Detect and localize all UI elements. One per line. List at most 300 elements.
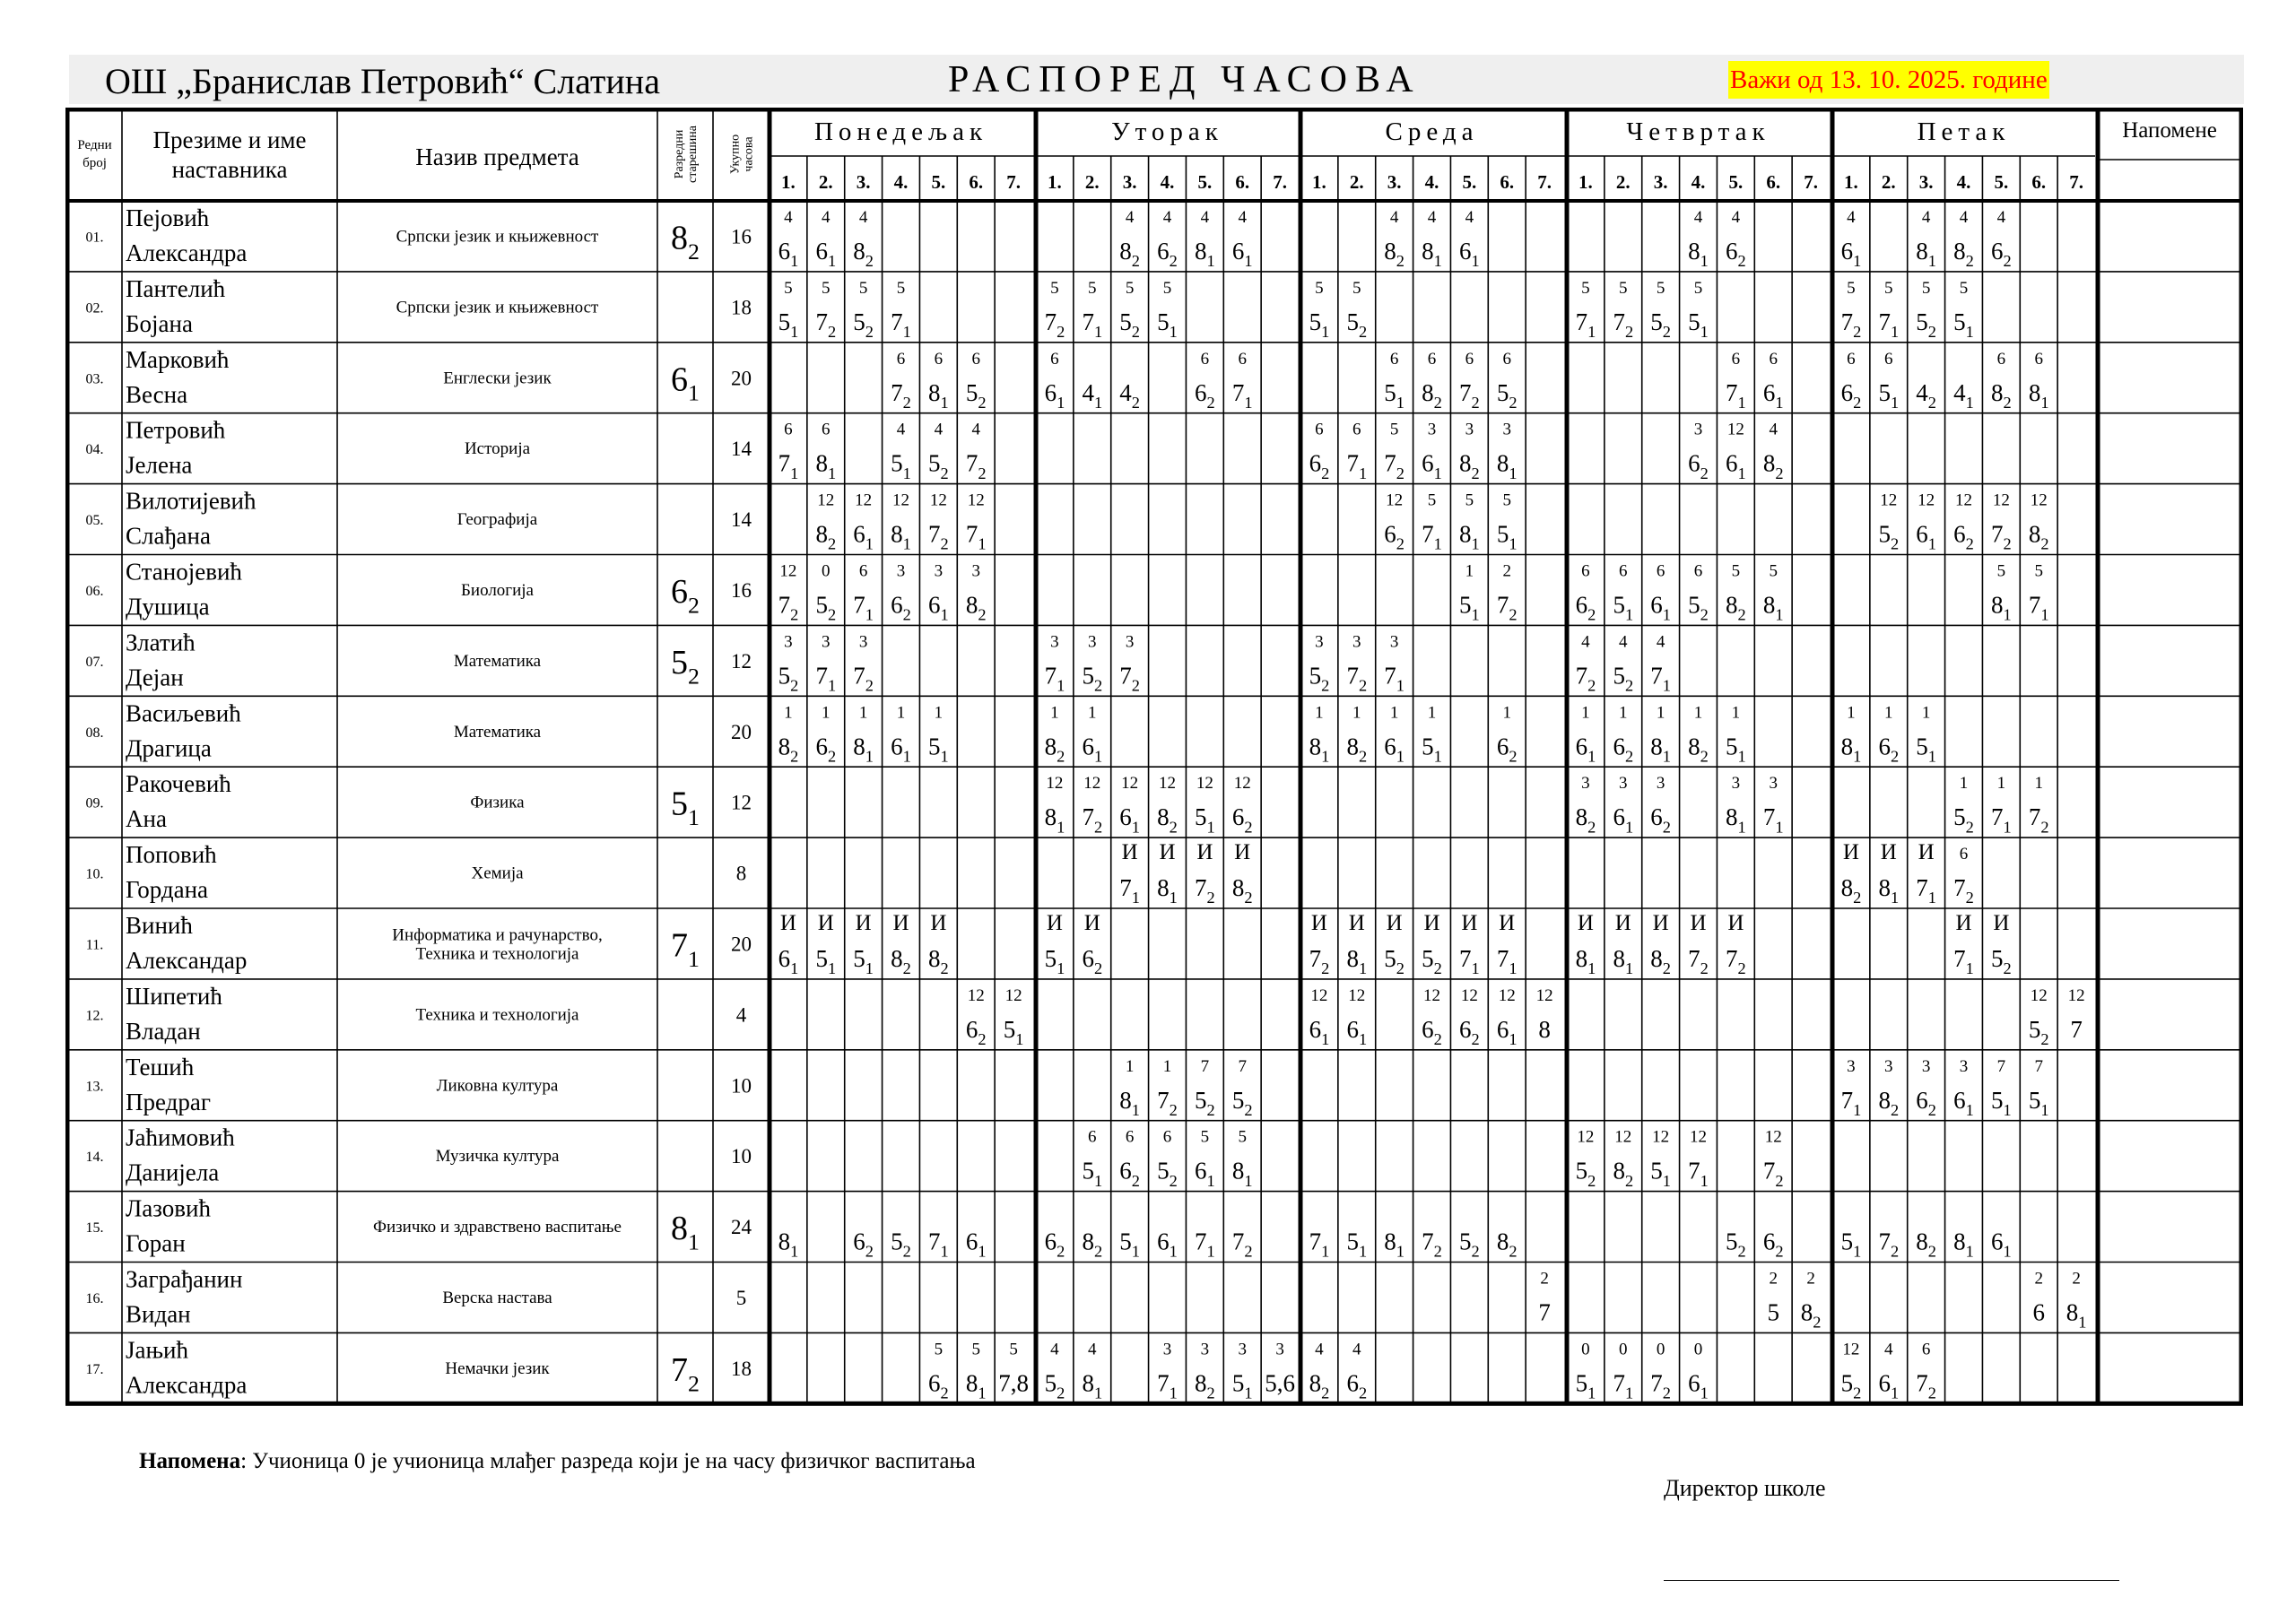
teacher-surname: Вилотијевић	[126, 487, 257, 515]
class-label: 7,8	[998, 1369, 1029, 1397]
class-label: $7_2$	[1575, 662, 1596, 695]
class-label: $7_2$	[2028, 803, 2049, 837]
classroom-code: 12	[1460, 985, 1478, 1005]
class-label: $6_2$	[1231, 803, 1253, 837]
classroom-code: И	[1046, 911, 1063, 935]
classroom-code: 5	[1581, 278, 1590, 298]
class-label: $8_2$	[1044, 733, 1065, 766]
class-label: $5_2$	[1346, 308, 1368, 341]
page-title: РАСПОРЕД ЧАСОВА	[948, 59, 1422, 100]
teacher-surname: Јаћимовић	[126, 1124, 235, 1151]
classroom-code: 12	[1196, 774, 1213, 794]
subject-name: Физичко и здравствено васпитање	[373, 1218, 622, 1237]
subject-name: Хемија	[471, 864, 524, 883]
day-header: Уторак	[1111, 117, 1223, 146]
classroom-code: 1	[1050, 703, 1059, 723]
classroom-code: 4	[1315, 1340, 1324, 1359]
class-label: $7_1$	[1157, 1369, 1178, 1402]
classroom-code: 3	[1315, 632, 1324, 652]
classroom-code: 4	[1389, 208, 1399, 227]
class-label: $6_2$	[965, 1015, 987, 1048]
classroom-code: 4	[1352, 1340, 1361, 1359]
class-label: $8_1$	[2028, 378, 2049, 412]
classroom-code: 5	[1427, 490, 1437, 510]
period-header: 6.	[1500, 171, 1515, 193]
subject-name: Физика	[470, 793, 525, 812]
class-label: $6_2$	[1195, 378, 1215, 412]
subject-name: Биологија	[461, 580, 534, 600]
classroom-code: 3	[1088, 632, 1097, 652]
class-label: $7_1$	[1650, 662, 1671, 695]
row-number: 17.	[85, 1361, 104, 1377]
class-label: $8_1$	[1119, 1086, 1140, 1119]
class-label: $8_2$	[1991, 378, 2012, 412]
period-header: 1.	[1578, 171, 1593, 193]
classroom-code: 5	[1884, 278, 1893, 298]
class-label: $6_2$	[1762, 1228, 1784, 1261]
class-label: $6_2$	[1840, 378, 1862, 412]
teacher-name: Бојана	[126, 309, 193, 337]
class-label: $7_1$	[1953, 945, 1974, 978]
classroom-code: 5	[822, 278, 831, 298]
classroom-code: И	[779, 911, 796, 935]
class-label: $6_2$	[1309, 449, 1330, 482]
row-number: 16.	[85, 1290, 104, 1306]
classroom-code: 5	[1619, 278, 1628, 298]
class-label: $8_1$	[1496, 449, 1518, 482]
classroom-code: 1	[1619, 703, 1628, 723]
classroom-code: 5	[2034, 561, 2043, 581]
subject-name: Музичка култура	[435, 1147, 560, 1167]
total-hours: 8	[735, 862, 747, 885]
class-label: $5_1$	[1953, 308, 1974, 341]
class-label: $6_2$	[1991, 238, 2012, 271]
classroom-code: 1	[896, 703, 906, 723]
header-row-no: број	[83, 156, 107, 170]
classroom-code: 1	[1996, 774, 2006, 794]
class-label: $5_1$	[1003, 1015, 1024, 1048]
teacher-name: Душица	[126, 593, 210, 621]
subject-name: Историја	[464, 439, 531, 459]
class-label: $4_1$	[1953, 378, 1974, 412]
classroom-code: И	[1310, 911, 1327, 935]
class-label: $5_2$	[1613, 662, 1634, 695]
class-label: $8_1$	[1309, 733, 1330, 766]
class-label: $8_2$	[815, 520, 837, 553]
class-label: $5_2$	[928, 449, 949, 482]
subject-name: Информатика и рачунарство,	[392, 925, 603, 945]
class-label: $8_2$	[1878, 1086, 1900, 1119]
class-label: $7_2$	[1613, 308, 1634, 341]
classroom-code: И	[930, 911, 947, 935]
classroom-code: 5	[1200, 1127, 1210, 1147]
classroom-code: 12	[1046, 774, 1064, 794]
class-label: $6_2$	[1082, 945, 1103, 978]
classroom-code: 4	[1465, 208, 1474, 227]
classroom-code: 4	[896, 420, 906, 439]
class-label: $5_1$	[891, 449, 911, 482]
period-header: 1.	[1844, 171, 1858, 193]
class-label: $7_1$	[1422, 520, 1442, 553]
class-label: $8_2$	[1650, 945, 1671, 978]
class-label: $5_2$	[815, 591, 837, 624]
class-label: $6_1$	[1459, 238, 1480, 271]
class-label: $6_2$	[928, 1369, 949, 1402]
subject-name: Техника и технологија	[415, 1005, 579, 1025]
classroom-code: 4	[1959, 208, 1969, 227]
teacher-surname: Јањић	[126, 1336, 188, 1364]
subject-name: Техника и технологија	[415, 944, 579, 964]
class-label: $5_1$	[1195, 803, 1215, 837]
classroom-code: 2	[1540, 1269, 1549, 1289]
class-label: $6_2$	[1878, 733, 1900, 766]
class-label: $6_2$	[1688, 449, 1709, 482]
class-label: $6_2$	[1044, 1228, 1065, 1261]
classroom-code: 1	[1656, 703, 1665, 723]
classroom-code: 1	[1315, 703, 1324, 723]
row-number: 07.	[85, 654, 104, 670]
teacher-surname: Ракочевић	[126, 770, 231, 798]
row-number: 04.	[85, 442, 104, 458]
director-label: Директор школе	[1664, 1475, 1826, 1501]
teacher-name: Александра	[126, 239, 248, 266]
classroom-code: 4	[1200, 208, 1210, 227]
class-label: $8_1$	[815, 449, 837, 482]
total-hours: 20	[731, 933, 752, 956]
class-label: $7_1$	[1840, 1086, 1862, 1119]
teacher-surname: Тешић	[126, 1053, 195, 1081]
classroom-code: 5	[1125, 278, 1135, 298]
class-label: $6_2$	[1953, 520, 1974, 553]
class-label: 7	[1538, 1298, 1551, 1326]
class-label: $6_1$	[1762, 378, 1784, 412]
classroom-code: 2	[1806, 1269, 1815, 1289]
classroom-code: И	[1652, 911, 1669, 935]
class-label: $7_1$	[1384, 662, 1405, 695]
class-label: $5_2$	[1231, 1086, 1253, 1119]
classroom-code: 12	[1348, 985, 1366, 1005]
row-number: 11.	[85, 937, 104, 953]
classroom-code: 3	[1921, 1056, 1931, 1076]
class-label: $7_1$	[1309, 1228, 1330, 1261]
class-label: $8_2$	[891, 945, 911, 978]
class-label: $6_2$	[1916, 1086, 1936, 1119]
classroom-code: 12	[1535, 985, 1553, 1005]
classroom-code: И	[1955, 911, 1972, 935]
class-label: $6_1$	[815, 238, 837, 271]
class-label: $7_2$	[1459, 378, 1480, 412]
class-label: $5_1$	[1044, 945, 1065, 978]
classroom-code: И	[1121, 840, 1138, 865]
class-label: $5_1$	[1726, 733, 1746, 766]
teacher-name: Гордана	[126, 876, 209, 904]
classroom-code: 1	[1427, 703, 1437, 723]
classroom-code: 3	[1238, 1340, 1247, 1359]
homeroom-class: $7_2$	[671, 1350, 700, 1397]
period-header: 4.	[1160, 171, 1175, 193]
class-label: $8_2$	[1688, 733, 1709, 766]
header-teacher: Презиме и име	[152, 126, 307, 153]
total-hours: 16	[731, 578, 752, 602]
class-label: $8_1$	[1195, 238, 1215, 271]
class-label: $5_1$	[2028, 1086, 2049, 1119]
classroom-code: 5	[934, 1340, 944, 1359]
day-header: Петак	[1917, 117, 2011, 146]
classroom-code: 6	[1731, 349, 1741, 369]
teacher-name: Александар	[126, 947, 248, 974]
footer-note	[139, 1449, 976, 1474]
classroom-code: 4	[1847, 208, 1856, 227]
teacher-name: Јелена	[126, 451, 193, 479]
class-label: $5_2$	[1688, 591, 1709, 624]
classroom-code: И	[855, 911, 872, 935]
note-text: : Учионица 0 је учионица млађег разреда који је на часу физичког васпитања	[240, 1449, 976, 1473]
class-label: $5_2$	[1157, 1157, 1178, 1190]
classroom-code: 1	[858, 703, 868, 723]
period-header: 4.	[1424, 171, 1439, 193]
classroom-code: 5	[1693, 278, 1703, 298]
teacher-surname: Пејовић	[126, 204, 210, 231]
total-hours: 18	[731, 1357, 752, 1380]
classroom-code: 4	[1769, 420, 1778, 439]
classroom-code: 4	[1884, 1340, 1893, 1359]
classroom-code: 5	[896, 278, 906, 298]
classroom-code: 12	[967, 490, 985, 510]
subject-name: Енглески језик	[443, 369, 552, 388]
period-header: 4.	[1956, 171, 1971, 193]
class-label: $7_2$	[928, 520, 949, 553]
classroom-code: 6	[1996, 349, 2006, 369]
class-label: $7_1$	[1575, 308, 1596, 341]
class-label: $7_1$	[1082, 308, 1103, 341]
class-label: $7_2$	[1384, 449, 1405, 482]
period-header: 5.	[1994, 171, 2009, 193]
schedule-table	[65, 108, 2243, 1421]
classroom-code: 12	[1159, 774, 1176, 794]
period-header: 2.	[1084, 171, 1100, 193]
class-label: $6_1$	[1916, 520, 1936, 553]
class-label: $6_2$	[1496, 733, 1518, 766]
classroom-code: 1	[1847, 703, 1856, 723]
total-hours: 14	[731, 438, 752, 461]
classroom-code: 6	[1581, 561, 1590, 581]
row-number: 13.	[85, 1079, 104, 1095]
subject-name: Математика	[453, 651, 542, 671]
classroom-code: И	[1234, 840, 1251, 865]
class-label: $8_2$	[1384, 238, 1405, 271]
class-label: $5_2$	[1878, 520, 1900, 553]
class-label: $6_1$	[1688, 1369, 1709, 1402]
teacher-name: Видан	[126, 1300, 191, 1328]
teacher-surname: Петровић	[126, 416, 226, 444]
period-header: 5.	[1462, 171, 1477, 193]
class-label: $6_1$	[1953, 1086, 1974, 1119]
classroom-code: 12	[1918, 490, 1935, 510]
teacher-name: Владан	[126, 1017, 201, 1045]
class-label: $6_1$	[778, 945, 799, 978]
class-label: $7_1$	[1613, 1369, 1634, 1402]
class-label: $5_1$	[1309, 308, 1330, 341]
classroom-code: 12	[929, 490, 947, 510]
class-label: $6_1$	[1119, 803, 1140, 837]
class-label: $7_2$	[1650, 1369, 1671, 1402]
class-label: $7_1$	[2028, 591, 2049, 624]
class-label: $7_2$	[1726, 945, 1746, 978]
classroom-code: 6	[1050, 349, 1059, 369]
class-label: $6_1$	[1157, 1228, 1178, 1261]
classroom-code: 1	[1352, 703, 1361, 723]
classroom-code: 3	[1731, 774, 1741, 794]
header-notes: Напомене	[2122, 118, 2217, 143]
class-label: $8_2$	[1459, 449, 1480, 482]
period-header: 7.	[2069, 171, 2083, 193]
classroom-code: И	[892, 911, 909, 935]
classroom-code: 4	[1656, 632, 1665, 652]
classroom-code: 4	[1921, 208, 1931, 227]
classroom-code: 12	[967, 985, 985, 1005]
classroom-code: 5	[858, 278, 868, 298]
classroom-code: 3	[1275, 1340, 1284, 1359]
classroom-code: 2	[1769, 1269, 1778, 1289]
period-header: 3.	[856, 171, 871, 193]
class-label: $7_1$	[1762, 803, 1784, 837]
class-label: $6_2$	[1613, 733, 1634, 766]
classroom-code: 4	[1693, 208, 1703, 227]
class-label: 7	[2070, 1015, 2083, 1043]
class-label: $8_2$	[853, 238, 874, 271]
class-label: 5	[1767, 1298, 1779, 1326]
class-label: $5_1$	[1119, 1228, 1140, 1261]
classroom-code: 4	[1238, 208, 1247, 227]
classroom-code: 3	[1847, 1056, 1856, 1076]
class-label: $7_2$	[1157, 1086, 1178, 1119]
class-label: $8_2$	[1916, 1228, 1936, 1261]
classroom-code: 12	[817, 490, 835, 510]
classroom-code: 12	[1386, 490, 1404, 510]
period-header: 4.	[1691, 171, 1706, 193]
period-header: 7.	[1537, 171, 1552, 193]
class-label: $8_2$	[1231, 874, 1253, 907]
homeroom-class: $6_2$	[671, 572, 700, 619]
header-total: Укупночасова	[728, 134, 756, 175]
teacher-name: Драгица	[126, 734, 212, 762]
class-label: $6_2$	[815, 733, 837, 766]
teacher-surname: Васиљевић	[126, 699, 241, 727]
classroom-code: 4	[1427, 208, 1437, 227]
class-label: $6_2$	[1384, 520, 1405, 553]
class-label: $6_1$	[1991, 1228, 2012, 1261]
classroom-code: 12	[1690, 1127, 1707, 1147]
class-label: $8_2$	[1762, 449, 1784, 482]
classroom-code: 5	[1996, 561, 2006, 581]
teacher-name: Горан	[126, 1229, 186, 1257]
class-label: $6_1$	[1384, 733, 1405, 766]
class-label: $4_1$	[1082, 378, 1103, 412]
total-hours: 4	[735, 1003, 747, 1027]
class-label: $6_1$	[891, 733, 911, 766]
classroom-code: 5	[1009, 1340, 1018, 1359]
period-header: 2.	[818, 171, 833, 193]
classroom-code: 3	[971, 561, 980, 581]
class-label: $5_1$	[1575, 1369, 1596, 1402]
class-label: $8_1$	[1346, 945, 1368, 978]
class-label: $5_2$	[1840, 1369, 1862, 1402]
class-label: $8_1$	[1650, 733, 1671, 766]
classroom-code: 12	[1880, 490, 1898, 510]
class-label: $5_2$	[1953, 803, 1974, 837]
classroom-code: 12	[1955, 490, 1972, 510]
classroom-code: 5	[1050, 278, 1059, 298]
class-label: $7_2$	[1953, 874, 1974, 907]
classroom-code: 4	[1996, 208, 2006, 227]
total-hours: 10	[731, 1074, 752, 1098]
classroom-code: 5	[1656, 278, 1665, 298]
classroom-code: И	[1083, 911, 1100, 935]
class-label: $5_1$	[1384, 378, 1405, 412]
classroom-code: 12	[1423, 985, 1440, 1005]
classroom-code: 6	[1389, 349, 1399, 369]
classroom-code: 12	[1498, 985, 1516, 1005]
class-label: $5_2$	[1195, 1086, 1215, 1119]
class-label: $8_1$	[1762, 591, 1784, 624]
total-hours: 12	[731, 649, 752, 673]
period-header: 5.	[1197, 171, 1213, 193]
class-label: $8_2$	[1195, 1369, 1215, 1402]
class-label: $7_1$	[815, 662, 837, 695]
period-header: 7.	[1804, 171, 1818, 193]
class-label: $7_2$	[1688, 945, 1709, 978]
classroom-code: 1	[1389, 703, 1399, 723]
class-label: $8_2$	[1422, 378, 1442, 412]
day-header: Понедељак	[813, 117, 988, 146]
classroom-code: 6	[1088, 1127, 1097, 1147]
class-label: $8_1$	[891, 520, 911, 553]
class-label: $6_2$	[1650, 803, 1671, 837]
period-header: 6.	[1235, 171, 1250, 193]
class-label: $5_1$	[1459, 591, 1480, 624]
period-header: 6.	[2031, 171, 2047, 193]
classroom-code: 3	[1693, 420, 1703, 439]
classroom-code: 1	[1884, 703, 1893, 723]
class-label: $6_1$	[1613, 803, 1634, 837]
class-label: $5_1$	[1688, 308, 1709, 341]
classroom-code: 0	[1581, 1340, 1590, 1359]
classroom-code: 6	[1238, 349, 1247, 369]
class-label: $6_2$	[1459, 1015, 1480, 1048]
class-label: $8_1$	[1953, 1228, 1974, 1261]
class-label: $6_2$	[853, 1228, 874, 1261]
classroom-code: 7	[1238, 1056, 1247, 1076]
row-number: 12.	[85, 1008, 104, 1024]
class-label: $8_1$	[1044, 803, 1065, 837]
class-label: $6_2$	[1119, 1157, 1140, 1190]
classroom-code: 12	[892, 490, 909, 510]
class-label: $6_1$	[965, 1228, 987, 1261]
class-label: $5_1$	[1157, 308, 1178, 341]
period-header: 5.	[1728, 171, 1744, 193]
classroom-code: 3	[1050, 632, 1059, 652]
class-label: $5_2$	[1650, 308, 1671, 341]
class-label: $5_1$	[1496, 520, 1518, 553]
class-label: $5_1$	[1422, 733, 1442, 766]
class-label: $8_1$	[1726, 803, 1746, 837]
class-label: $8_2$	[778, 733, 799, 766]
classroom-code: 7	[1200, 1056, 1210, 1076]
class-label: $7_1$	[928, 1228, 949, 1261]
classroom-code: 2	[2034, 1269, 2043, 1289]
period-header: 1.	[1048, 171, 1062, 193]
valid-from-badge: Важи од 13. 10. 2025. године	[1728, 61, 2049, 99]
